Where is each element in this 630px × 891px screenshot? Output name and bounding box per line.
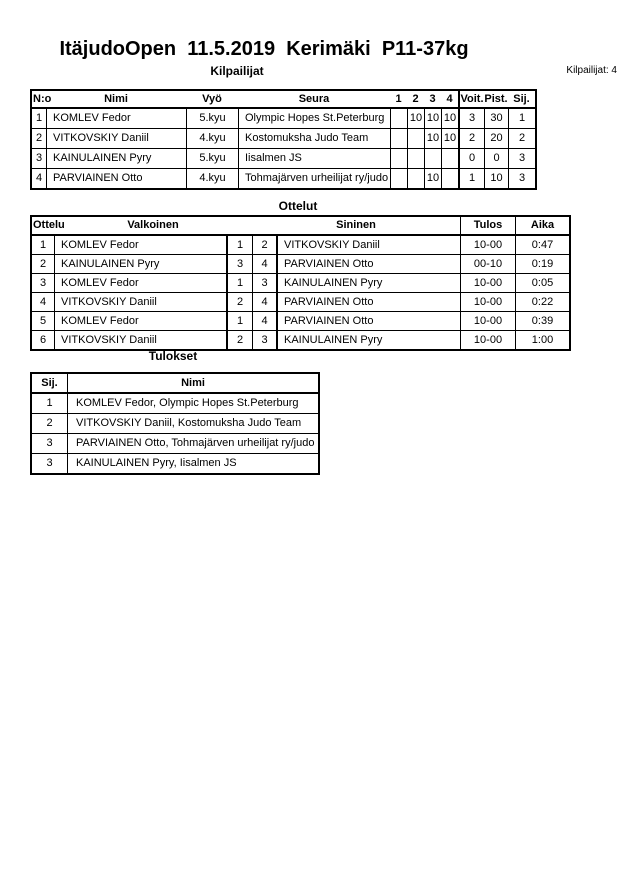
ottelut-cell: 4 xyxy=(252,255,276,273)
tulokset-cell: VITKOVSKIY Daniil, Kostomuksha Judo Team xyxy=(67,414,318,433)
kilpailijat-cell: 10 xyxy=(484,169,508,188)
ottelut-cell: 0:22 xyxy=(515,293,569,311)
ottelut-cell: 1 xyxy=(39,238,47,251)
ottelut-row xyxy=(32,330,569,349)
ottelut-cell: 2 xyxy=(252,236,276,254)
kilpailijat-cell: 10 xyxy=(424,109,441,128)
kilpailijat-cell: 2 xyxy=(35,132,43,144)
kilpailijat-cell: PARVIAINEN Otto xyxy=(46,169,186,188)
ottelut-cell: 10-00 xyxy=(460,331,515,349)
kilpailijat-row xyxy=(32,148,535,168)
kilpailijat-cell xyxy=(390,169,407,188)
kilpailijat-cell: 3 xyxy=(35,152,43,164)
kilpailijat-cell: KAINULAINEN Pyry xyxy=(46,149,186,168)
kilpailijat-header-cell: N:o xyxy=(33,92,52,105)
kilpailijat-header-cell: Seura xyxy=(298,92,330,105)
page-title: ItäjudoOpen 11.5.2019 Kerimäki P11-37kg xyxy=(59,38,469,60)
ottelut-cell: 3 xyxy=(226,255,252,273)
ottelut-row xyxy=(32,236,569,254)
ottelut-header-cell: Valkoinen xyxy=(127,219,179,231)
ottelut-cell: VITKOVSKIY Daniil xyxy=(276,236,460,254)
ottelut-cell: PARVIAINEN Otto xyxy=(276,312,460,330)
tulokset-header-cell: Nimi xyxy=(67,374,318,392)
ottelut-cell: KAINULAINEN Pyry xyxy=(276,274,460,292)
kilpailijat-cell: 3 xyxy=(508,169,535,188)
ottelut-cell: VITKOVSKIY Daniil xyxy=(54,331,226,349)
ottelut-cell: 10-00 xyxy=(460,236,515,254)
ottelut-cell: 0:05 xyxy=(515,274,569,292)
kilpailijat-header-cell: Pist. xyxy=(484,92,508,105)
ottelut-table xyxy=(30,215,571,351)
kilpailijat-cell: 5.kyu xyxy=(186,149,238,168)
tulokset-cell: 1 xyxy=(46,397,53,409)
tulokset-cell: PARVIAINEN Otto, Tohmajärven urheilijat ry/judo xyxy=(67,434,318,453)
kilpailijat-cell: Olympic Hopes St.Peterburg xyxy=(238,109,390,128)
ottelut-cell: 0:47 xyxy=(515,236,569,254)
kilpailijat-cell: 10 xyxy=(424,169,441,188)
tulokset-table-header xyxy=(32,374,318,394)
kilpailijat-table xyxy=(30,89,537,190)
kilpailijat-cell: 2 xyxy=(458,129,484,148)
kilpailijat-cell: 4 xyxy=(35,172,43,184)
kilpailijat-cell xyxy=(390,109,407,128)
ottelut-cell: 00-10 xyxy=(460,255,515,273)
kilpailijat-row xyxy=(32,168,535,188)
kilpailijat-cell xyxy=(441,169,458,188)
kilpailijat-cell xyxy=(424,149,441,168)
ottelut-cell: KOMLEV Fedor xyxy=(54,312,226,330)
section-label-kilpailijat: Kilpailijat xyxy=(210,64,264,78)
kilpailijat-header-cell: Vyö xyxy=(202,92,222,105)
ottelut-header-cell: Ottelu xyxy=(33,219,65,231)
kilpailijat-cell: 1 xyxy=(35,112,43,124)
kilpailijat-header-cell: 2 xyxy=(412,92,419,105)
section-label-tulokset: Tulokset xyxy=(148,349,198,363)
ottelut-cell: 2 xyxy=(226,331,252,349)
section-label-ottelut: Ottelut xyxy=(278,199,318,213)
kilpailijat-cell xyxy=(441,149,458,168)
tulokset-table xyxy=(30,372,320,475)
tulokset-cell: 3 xyxy=(46,457,53,469)
kilpailijat-cell: 10 xyxy=(441,129,458,148)
kilpailijat-cell: Kostomuksha Judo Team xyxy=(238,129,390,148)
kilpailijat-table-header xyxy=(32,91,535,109)
ottelut-cell: 10-00 xyxy=(460,274,515,292)
ottelut-cell: 4 xyxy=(252,312,276,330)
kilpailijat-header-cell: Nimi xyxy=(104,92,128,105)
kilpailijat-cell: 20 xyxy=(484,129,508,148)
ottelut-row xyxy=(32,254,569,273)
ottelut-row xyxy=(32,292,569,311)
kilpailijat-cell: 0 xyxy=(484,149,508,168)
ottelut-cell: 4 xyxy=(252,293,276,311)
ottelut-row xyxy=(32,273,569,292)
kilpailijat-cell: VITKOVSKIY Daniil xyxy=(46,129,186,148)
kilpailijat-cell: Iisalmen JS xyxy=(238,149,390,168)
tulokset-cell: KOMLEV Fedor, Olympic Hopes St.Peterburg xyxy=(67,394,318,413)
ottelut-cell: 1 xyxy=(226,274,252,292)
ottelut-cell: PARVIAINEN Otto xyxy=(276,255,460,273)
tulokset-cell: 2 xyxy=(46,417,53,429)
kilpailijat-cell: 3 xyxy=(508,149,535,168)
kilpailijat-cell xyxy=(407,129,424,148)
kilpailijat-cell: 2 xyxy=(508,129,535,148)
ottelut-cell: 3 xyxy=(252,274,276,292)
kilpailijat-cell xyxy=(390,129,407,148)
ottelut-cell: 5 xyxy=(39,314,47,327)
kilpailijat-cell: 10 xyxy=(407,109,424,128)
tulokset-header-cell: Sij. xyxy=(41,376,58,389)
ottelut-cell: 10-00 xyxy=(460,293,515,311)
ottelut-cell: 1 xyxy=(226,236,252,254)
ottelut-cell: 1:00 xyxy=(515,331,569,349)
tulokset-row xyxy=(32,453,318,473)
tulokset-row xyxy=(32,433,318,453)
kilpailijat-cell xyxy=(407,169,424,188)
ottelut-cell: 0:39 xyxy=(515,312,569,330)
kilpailijat-cell xyxy=(390,149,407,168)
tulokset-row xyxy=(32,413,318,433)
ottelut-cell: 2 xyxy=(226,293,252,311)
kilpailijat-cell: 30 xyxy=(484,109,508,128)
ottelut-cell: KAINULAINEN Pyry xyxy=(276,331,460,349)
ottelut-cell: KAINULAINEN Pyry xyxy=(54,255,226,273)
ottelut-header-cell: Tulos xyxy=(460,217,515,234)
competitors-count: Kilpailijat: 4 xyxy=(566,65,617,76)
kilpailijat-row xyxy=(32,128,535,148)
kilpailijat-cell: 4.kyu xyxy=(186,169,238,188)
kilpailijat-cell: KOMLEV Fedor xyxy=(46,109,186,128)
kilpailijat-header-cell: 1 xyxy=(395,92,402,105)
ottelut-cell: 0:19 xyxy=(515,255,569,273)
kilpailijat-cell: Tohmajärven urheilijat ry/judo xyxy=(238,169,390,188)
kilpailijat-cell: 0 xyxy=(458,149,484,168)
ottelut-cell: PARVIAINEN Otto xyxy=(276,293,460,311)
ottelut-table-header xyxy=(32,217,569,236)
ottelut-cell: 3 xyxy=(252,331,276,349)
ottelut-cell: KOMLEV Fedor xyxy=(54,236,226,254)
tulokset-cell: KAINULAINEN Pyry, Iisalmen JS xyxy=(67,454,318,473)
ottelut-cell: 2 xyxy=(39,257,47,270)
tulokset-row xyxy=(32,394,318,413)
ottelut-cell: KOMLEV Fedor xyxy=(54,274,226,292)
ottelut-cell: 10-00 xyxy=(460,312,515,330)
ottelut-header-cell: Sininen xyxy=(336,219,376,231)
kilpailijat-cell: 1 xyxy=(458,169,484,188)
kilpailijat-cell: 5.kyu xyxy=(186,109,238,128)
ottelut-header-cell: Aika xyxy=(515,217,569,234)
kilpailijat-cell: 3 xyxy=(458,109,484,128)
kilpailijat-cell: 10 xyxy=(424,129,441,148)
kilpailijat-cell xyxy=(407,149,424,168)
kilpailijat-header-cell: 4 xyxy=(446,92,453,105)
kilpailijat-cell: 10 xyxy=(441,109,458,128)
tulokset-cell: 3 xyxy=(46,437,53,449)
ottelut-cell: 3 xyxy=(39,276,47,289)
ottelut-row xyxy=(32,311,569,330)
kilpailijat-header-cell: Voit. xyxy=(458,91,484,107)
kilpailijat-cell: 1 xyxy=(508,109,535,128)
kilpailijat-row xyxy=(32,109,535,128)
kilpailijat-header-cell: 3 xyxy=(429,92,436,105)
ottelut-cell: 4 xyxy=(39,295,47,308)
ottelut-cell: 1 xyxy=(226,312,252,330)
kilpailijat-header-cell: Sij. xyxy=(513,92,530,105)
ottelut-cell: VITKOVSKIY Daniil xyxy=(54,293,226,311)
ottelut-cell: 6 xyxy=(39,333,47,346)
kilpailijat-cell: 4.kyu xyxy=(186,129,238,148)
